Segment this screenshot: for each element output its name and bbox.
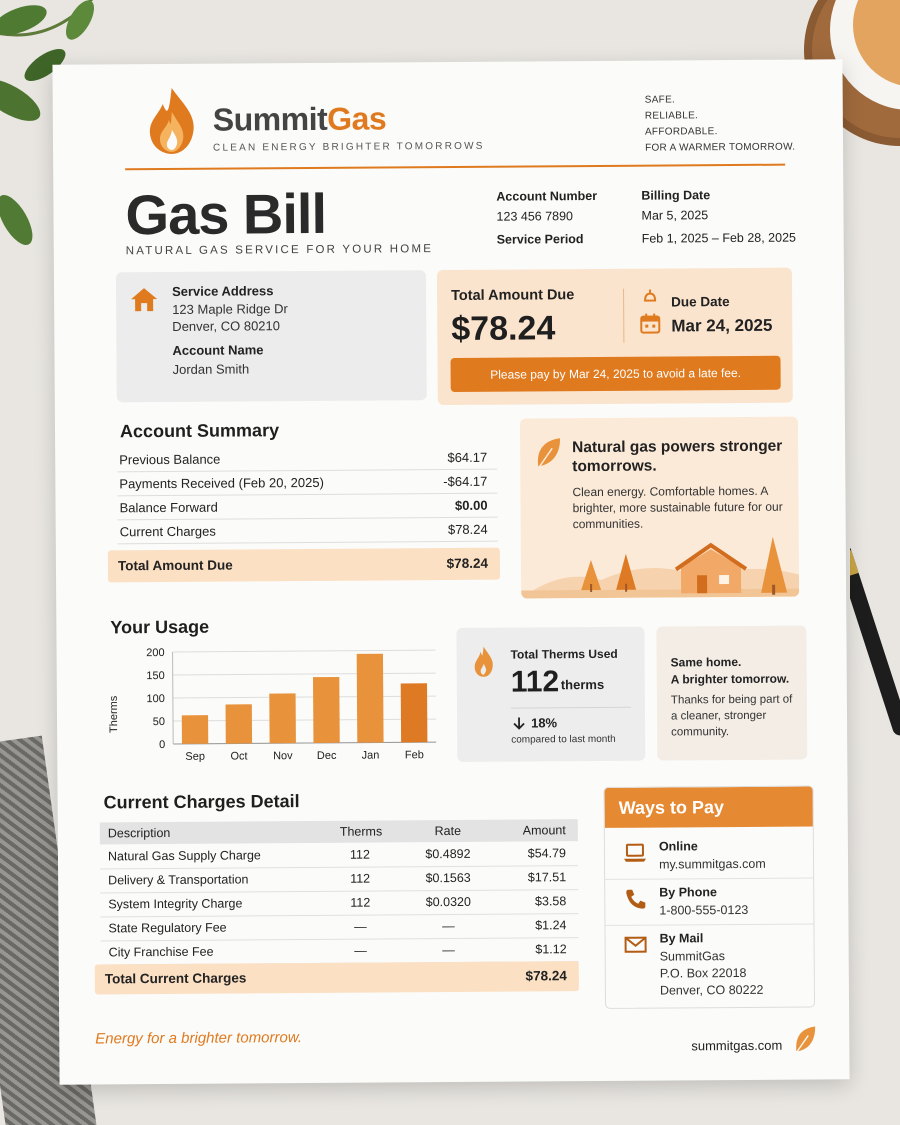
chart-x-tick-label: Sep: [185, 750, 206, 763]
chart-gridline: [173, 650, 436, 652]
card-divider: [623, 289, 624, 343]
service-address-label: Service Address: [171, 283, 274, 299]
chart-bar-sep: [182, 715, 208, 744]
envelope-icon: [624, 934, 648, 956]
therms-unit: therms: [560, 676, 605, 693]
summary-row: Previous Balance $64.17: [117, 446, 497, 473]
pay-mail-label: By Mail: [659, 931, 704, 946]
card-divider: [511, 707, 631, 709]
charges-detail-heading: Current Charges Detail: [103, 791, 300, 813]
summary-row: Current Charges $78.24: [118, 518, 498, 545]
gas-bill-document: [52, 59, 849, 1084]
house-icon: [130, 286, 158, 312]
chart-gridline: [173, 719, 436, 721]
pay-online-option[interactable]: [605, 832, 815, 879]
summary-total-row: Total Amount Due $78.24: [108, 548, 500, 583]
brand-motto: SAFE. RELIABLE. AFFORDABLE. FOR A WARMER TOMORROW.: [644, 94, 796, 154]
charges-table-header: Description Therms Rate Amount: [100, 819, 578, 844]
same-home-heading: Same home. A brighter tomorrow.: [670, 654, 790, 687]
brand-tagline: CLEAN ENERGY BRIGHTER TOMORROWS: [212, 140, 485, 154]
chart-y-tick-label: 0: [159, 738, 166, 752]
due-date-value: Mar 24, 2025: [671, 315, 773, 336]
ways-to-pay-card: [604, 785, 816, 1008]
pay-online-label: Online: [658, 839, 698, 854]
therms-used-card: [456, 627, 645, 762]
flame-icon: [473, 646, 495, 678]
house-scene-illustration: [521, 517, 800, 599]
service-address-card: [116, 270, 427, 402]
chart-bar-feb: [401, 683, 428, 742]
summary-row: Payments Received (Feb 20, 2025) -$64.17: [117, 470, 497, 497]
ways-to-pay-heading: Ways to Pay: [605, 786, 815, 827]
account-name-label: Account Name: [172, 342, 264, 358]
pay-mail-line2: P.O. Box 22018: [659, 965, 747, 981]
chart-bar-nov: [269, 693, 296, 743]
usage-bar-chart: [100, 640, 441, 772]
chart-x-axis: [173, 742, 436, 744]
same-home-text: Thanks for being part of a cleaner, stronger community.: [670, 693, 793, 739]
pen-decoration: [850, 540, 900, 740]
summary-row: Balance Forward $0.00: [117, 494, 497, 521]
service-address-line1: 123 Maple Ridge Dr: [172, 301, 288, 317]
total-amount-due-value: $78.24: [451, 309, 556, 348]
flame-logo-icon: [145, 86, 199, 156]
leaf-icon: [793, 1024, 817, 1054]
service-period-label: Service Period: [496, 232, 584, 247]
chart-y-axis: [173, 652, 174, 744]
page-title: Gas Bill: [125, 181, 327, 247]
chart-y-tick-label: 150: [146, 670, 165, 683]
late-fee-banner: Please pay by Mar 24, 2025 to avoid a late fee.: [451, 356, 781, 392]
promo-text: Clean energy. Comfortable homes. A brighter, more sustainable future for our communities.: [572, 483, 783, 532]
chart-bar-dec: [313, 677, 340, 743]
usage-change-percent: 18%: [531, 715, 558, 731]
promo-heading: Natural gas powers stronger tomorrows.: [572, 437, 783, 476]
usage-change-text: compared to last month: [511, 733, 616, 746]
billing-date-label: Billing Date: [641, 188, 711, 203]
account-name-value: Jordan Smith: [172, 361, 250, 377]
calendar-icon: [639, 313, 661, 335]
due-date-label: Due Date: [671, 294, 730, 310]
usage-heading: Your Usage: [110, 616, 210, 638]
table-row: City Franchise Fee — — $1.12: [101, 938, 579, 965]
pay-phone-label: By Phone: [659, 885, 717, 900]
same-home-card: [656, 626, 807, 761]
therms-used-value: 112: [510, 665, 560, 699]
chart-x-tick-label: Feb: [404, 749, 424, 762]
laptop-icon: [623, 842, 647, 864]
chart-y-tick-label: 50: [152, 716, 166, 729]
chart-x-tick-label: Jan: [361, 749, 380, 762]
brand-name: SummitGas: [212, 100, 387, 138]
table-row: Delivery & Transportation 112 $0.1563 $17.51: [100, 866, 578, 893]
pay-phone-option[interactable]: [605, 878, 815, 925]
chart-gridline: [173, 673, 436, 675]
alert-icon: [643, 289, 657, 305]
chart-x-tick-label: Oct: [230, 750, 248, 763]
promo-card: [520, 417, 799, 599]
table-row: System Integrity Charge 112 $0.0320 $3.58: [100, 890, 578, 917]
arrow-down-icon: [513, 716, 525, 730]
total-amount-due-label: Total Amount Due: [451, 287, 575, 304]
chart-x-tick-label: Nov: [273, 750, 293, 763]
footer-website-link[interactable]: summitgas.com: [691, 1037, 783, 1054]
chart-y-tick-label: 200: [146, 647, 165, 660]
chart-bar-oct: [226, 704, 253, 743]
header-divider: [125, 164, 785, 171]
chart-bar-jan: [357, 654, 384, 743]
account-number-value: 123 456 7890: [496, 209, 574, 224]
account-summary-heading: Account Summary: [119, 420, 280, 442]
service-period-value: Feb 1, 2025 – Feb 28, 2025: [641, 230, 797, 246]
leaf-icon: [534, 436, 562, 470]
charges-total-row: Total Current Charges $78.24: [95, 961, 579, 994]
table-row: Natural Gas Supply Charge 112 $0.4892 $54.79: [100, 842, 578, 869]
billing-date-value: Mar 5, 2025: [641, 208, 709, 223]
chart-y-axis-label: Therms: [107, 695, 121, 734]
pay-online-url[interactable]: my.summitgas.com: [658, 856, 766, 872]
service-address-line2: Denver, CO 80210: [172, 318, 281, 334]
therms-used-label: Total Therms Used: [510, 646, 618, 662]
chart-gridline: [173, 696, 436, 698]
page-subtitle: NATURAL GAS SERVICE FOR YOUR HOME: [125, 243, 434, 258]
pay-mail-line3: Denver, CO 80222: [659, 982, 764, 998]
pay-mail-option: [605, 924, 815, 1008]
pay-phone-number[interactable]: 1-800-555-0123: [659, 902, 749, 918]
pay-mail-line1: SummitGas: [659, 949, 726, 964]
footer-tagline: Energy for a brighter tomorrow.: [95, 1029, 303, 1048]
chart-y-tick-label: 100: [146, 693, 165, 706]
chart-x-tick-label: Dec: [316, 749, 337, 762]
phone-icon: [623, 888, 647, 910]
account-number-label: Account Number: [496, 188, 598, 204]
amount-due-card: [437, 268, 793, 405]
table-row: State Regulatory Fee — — $1.24: [100, 914, 578, 941]
